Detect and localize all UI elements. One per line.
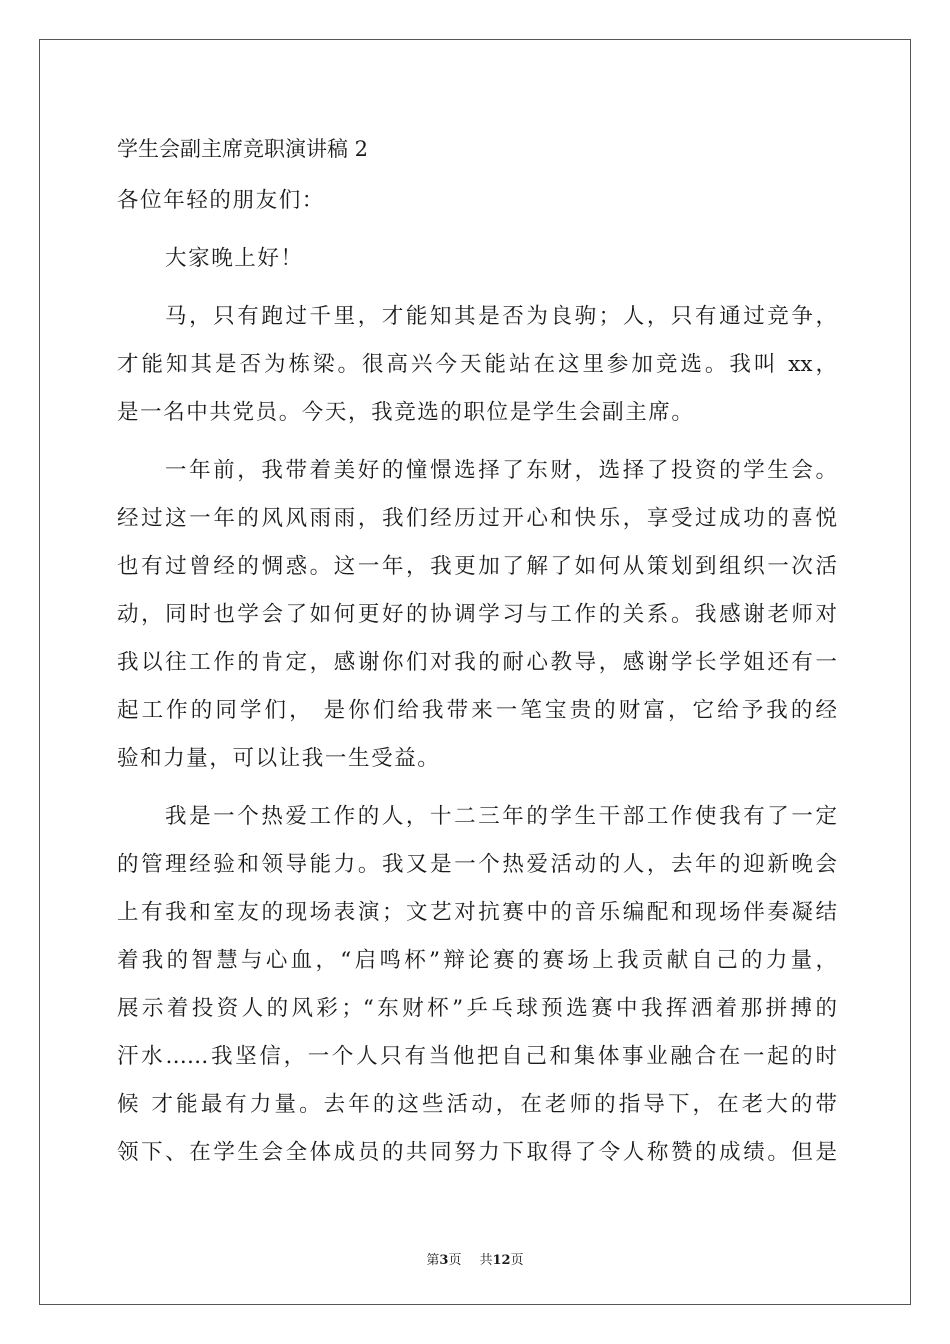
paragraph-2: [117, 447, 837, 783]
paragraph-line: 是一名中共党员。今天，我竞选的职位是学生会副主席。: [117, 400, 695, 425]
paragraph-line: 领下、在学生会全体成员的共同努力下取得了令人称赞的成绩。但是: [117, 1140, 837, 1165]
document-body: [117, 127, 837, 1177]
paragraph-line: 经过这一年的风风雨雨，我们经历过开心和快乐，享受过成功的喜悦: [117, 506, 837, 531]
paragraph-line: 我以往工作的肯定，感谢你们对我的耐心教导，感谢学长学姐还有一: [117, 650, 837, 675]
page-total: 12: [492, 1253, 511, 1268]
paragraph-line: 马，只有跑过千里，才能知其是否为良驹；人，只有通过竞争，: [165, 304, 837, 329]
total-suffix: 页: [510, 1253, 524, 1268]
paragraph-line: 验和力量，可以让我一生受益。: [117, 746, 441, 771]
paragraph-line: 的管理经验和领导能力。我又是一个热爱活动的人，去年的迎新晚会: [117, 852, 837, 877]
paragraph-line: 一年前，我带着美好的憧憬选择了东财，选择了投资的学生会。: [165, 458, 837, 483]
paragraph-line: 动，同时也学会了如何更好的协调学习与工作的关系。我感谢老师对: [117, 602, 837, 627]
paragraph-1: [117, 293, 837, 437]
total-prefix: 共: [479, 1253, 493, 1268]
paragraph-line: 才能知其是否为栋梁。很高兴今天能站在这里参加竞选。我叫 xx，: [117, 352, 837, 377]
paragraph-3: [117, 793, 837, 1177]
page-current: 3: [439, 1253, 449, 1268]
paragraph-line: 上有我和室友的现场表演；文艺对抗赛中的音乐编配和现场伴奏凝结: [117, 900, 837, 925]
paragraph-line: 我是一个热爱工作的人，十二三年的学生干部工作使我有了一定: [165, 804, 837, 829]
page-prefix: 第: [426, 1253, 440, 1268]
paragraph-line: 起工作的同学们， 是你们给我带来一笔宝贵的财富，它给予我的经: [117, 698, 837, 723]
paragraph-line: 展示着投资人的风彩；“东财杯”乒乓球预选赛中我挥洒着那拼搏的: [117, 996, 837, 1021]
paragraph-line: 也有过曾经的惆惑。这一年，我更加了解了如何从策划到组织一次活: [117, 554, 837, 579]
salutation: 各位年轻的朋友们：: [117, 188, 325, 213]
paragraph-line: 汗水……我坚信，一个人只有当他把自己和集体事业融合在一起的时: [117, 1044, 837, 1069]
page-suffix: 页: [448, 1253, 462, 1268]
paragraph-line: 候 才能最有力量。去年的这些活动，在老师的指导下，在老大的带: [117, 1092, 837, 1117]
document-title: 学生会副主席竞职演讲稿 2: [117, 137, 369, 161]
greeting: 大家晚上好！: [165, 246, 304, 271]
paragraph-line: 着我的智慧与心血，“启鸣杯”辩论赛的赛场上我贡献自己的力量，: [117, 948, 837, 973]
page-footer: [0, 1249, 950, 1268]
